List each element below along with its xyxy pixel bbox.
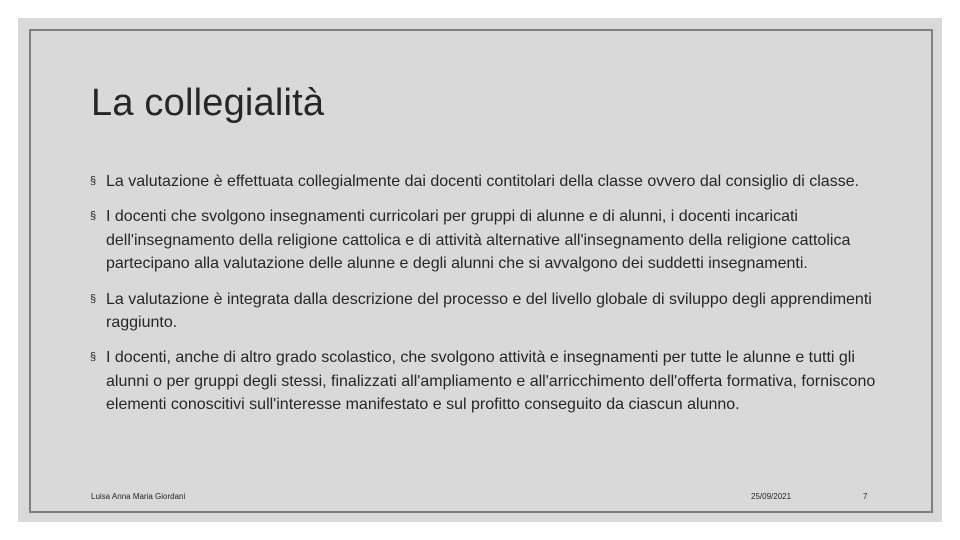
footer-date: 25/09/2021 [751, 492, 792, 501]
bullet-text: I docenti che svolgono insegnamenti curricolari per gruppi di alunne e di alunni, i docenti incaricati dell'insegnamento della religione cattolica e di attività alternative all'insegnamento della religione cattolica partecipano alla valutazione delle alunne e degli alunni che si avvalgono dei suddetti insegnamenti. [106, 208, 851, 273]
bullet-text: La valutazione è effettuata collegialmente dai docenti contitolari della classe ovvero dal consiglio di classe. [106, 173, 860, 190]
bullet-marker-icon: § [90, 292, 97, 305]
bullet-item [90, 346, 890, 416]
bullet-marker-icon: § [90, 351, 97, 364]
bullet-marker-icon: § [90, 175, 97, 187]
footer-author: Luisa Anna Maria Giordani [91, 492, 186, 501]
bullet-text: La valutazione è integrata dalla descrizione del processo e del livello globale di sviluppo degli apprendimenti raggiunto. [106, 290, 872, 332]
slide-title: La collegialità [91, 82, 325, 124]
bullet-item [90, 205, 890, 275]
bullet-marker-icon: § [90, 210, 97, 223]
bullet-item [90, 288, 890, 335]
footer-page-number: 7 [863, 492, 868, 501]
bullet-list [90, 170, 890, 417]
bullet-text: I docenti, anche di altro grado scolastico, che svolgono attività e insegnamenti per tutte le alunne e tutti gli alunni o per gruppi degli stessi, finalizzati all'ampliamento e all'arricchimento dell'offerta formativa, forniscono elementi conoscitivi sull'interesse manifestato e sul profitto conseguito da ciascun alunno. [106, 349, 876, 414]
bullet-item [90, 170, 890, 193]
